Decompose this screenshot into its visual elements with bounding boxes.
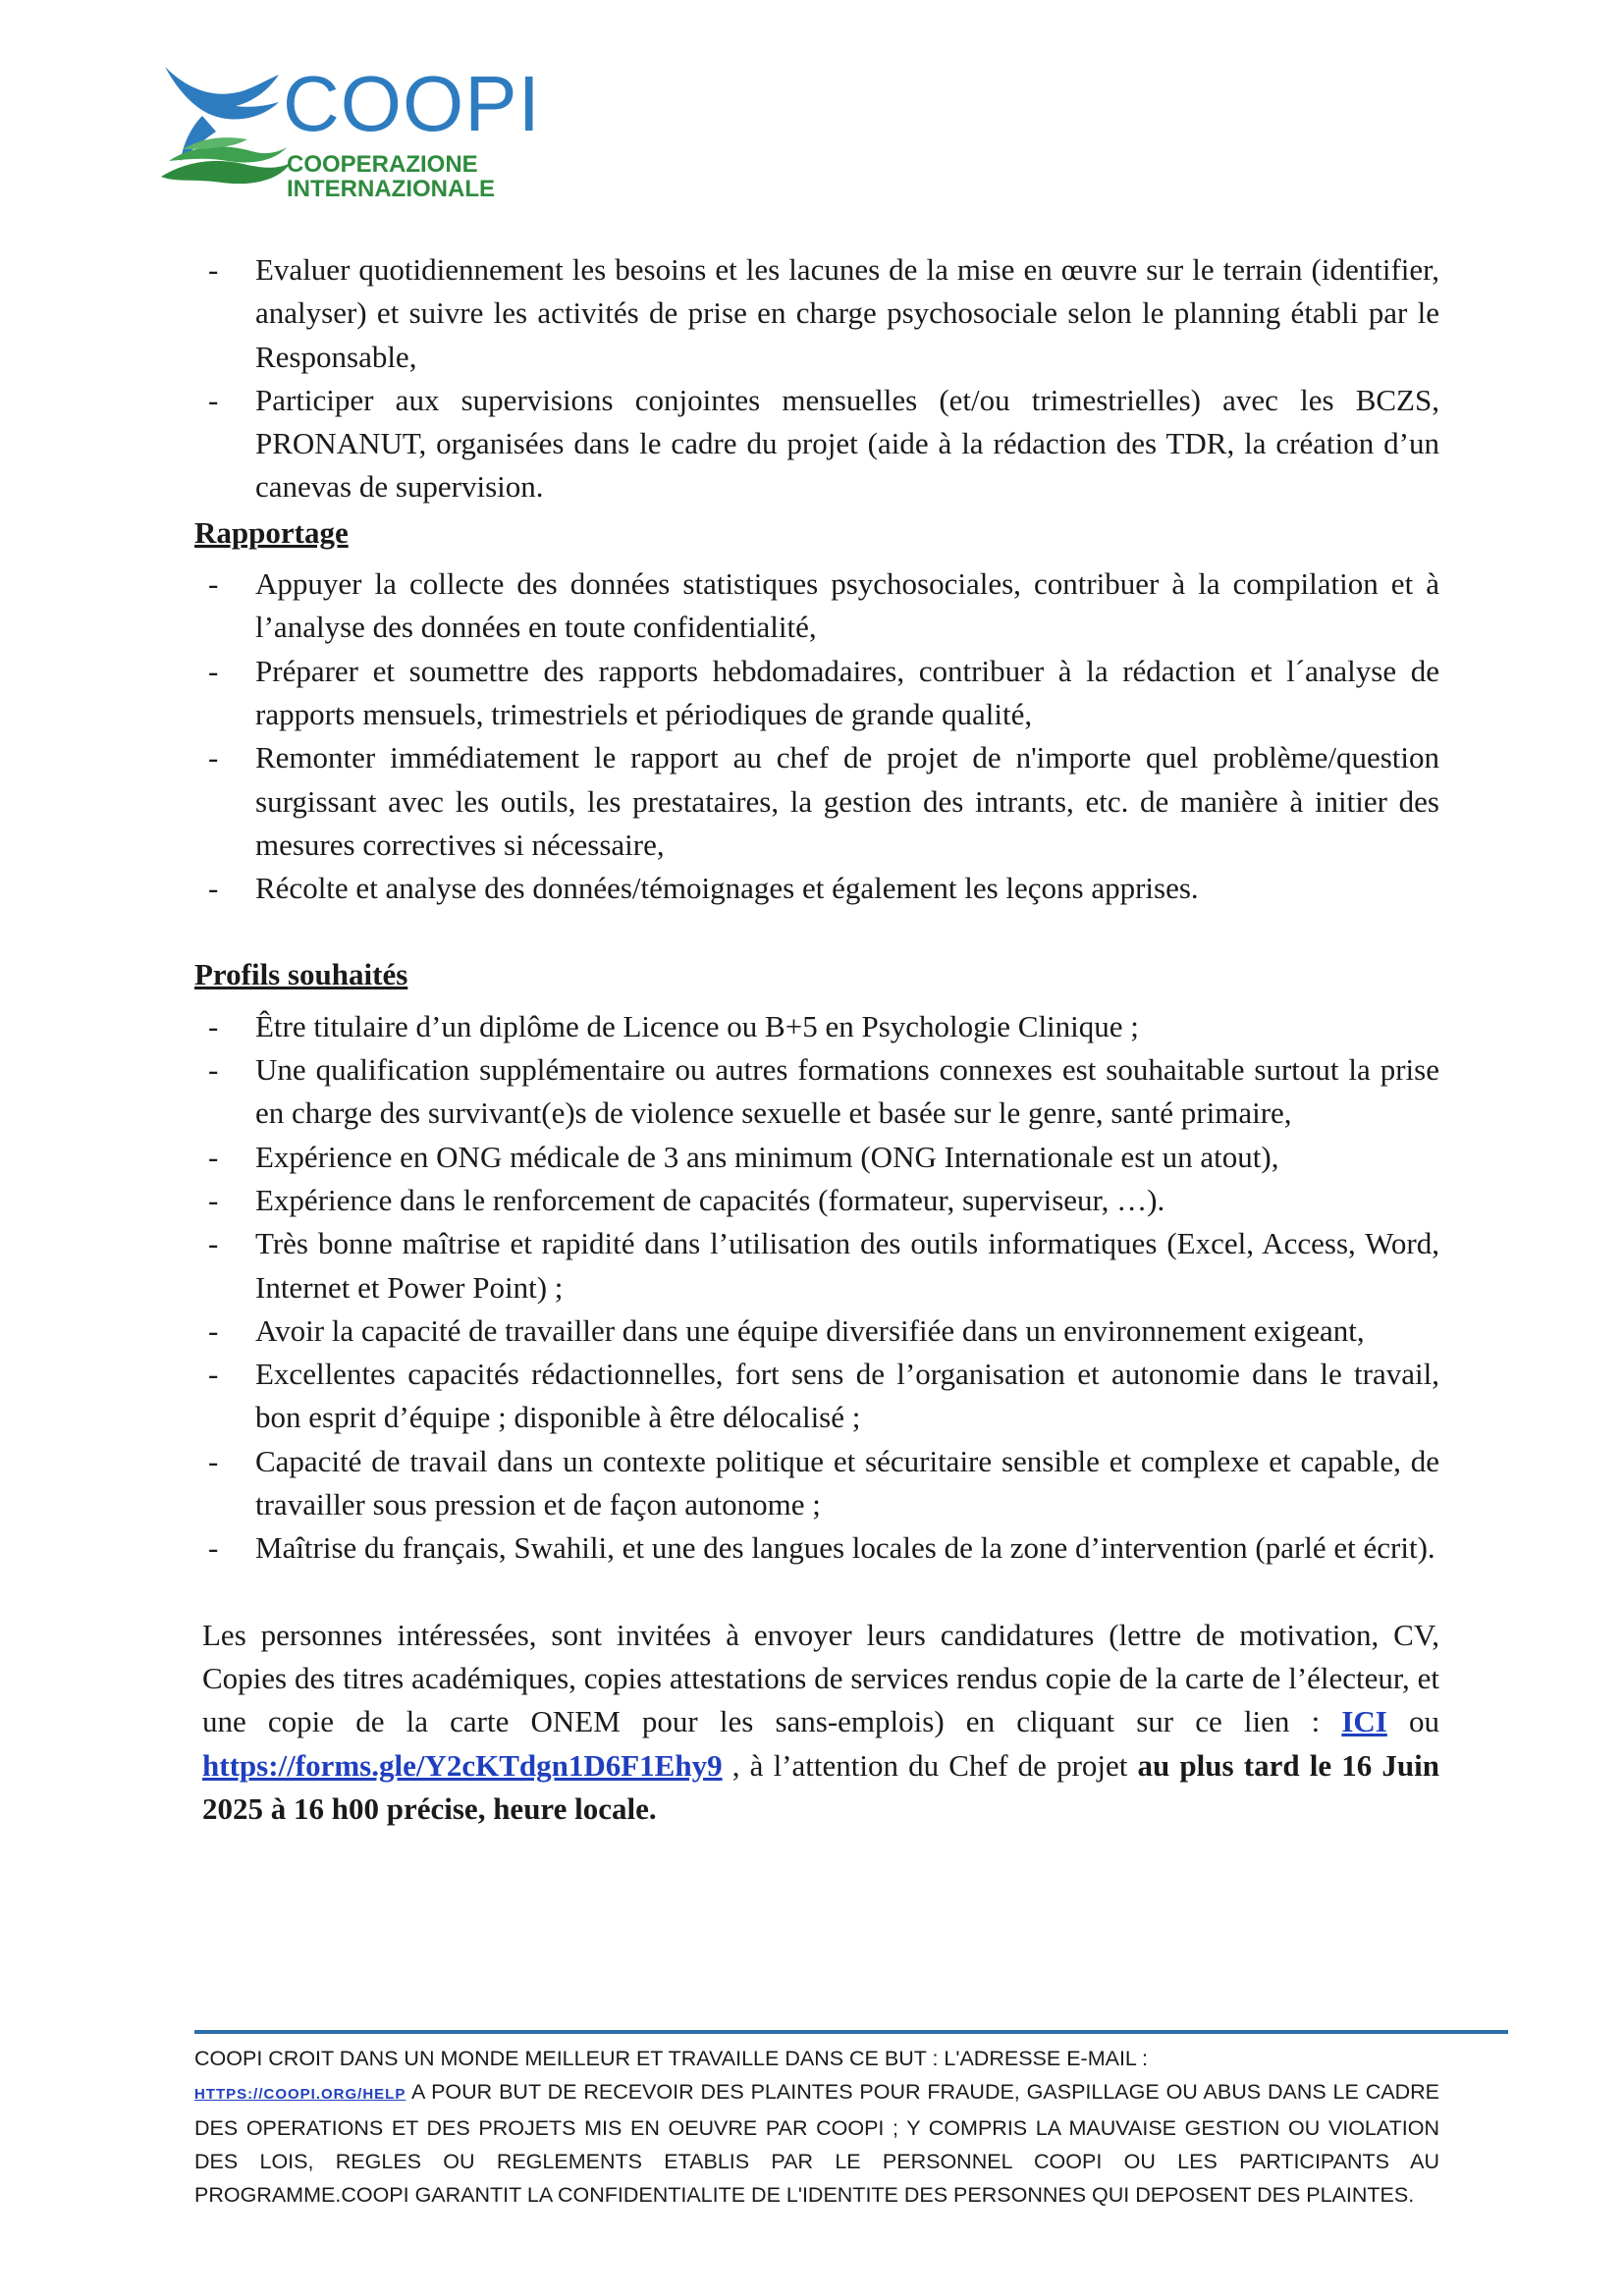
- footer-body: [194, 2075, 1439, 2212]
- deadline-text: au plus tard le 16 Juin 2025 à 16 h00 précise, heure locale.: [202, 1747, 1439, 1826]
- document-body: [194, 248, 1439, 1861]
- section-heading-profils: Profils souhaités: [194, 957, 408, 992]
- help-url-link[interactable]: HTTPS://COOPI.ORG/HELP: [194, 2086, 406, 2103]
- list-item: - Remonter immédiatement le rapport au chef de projet de n'importe quel problème/question surgissant avec les outils, les prestataires, la gestion des intrants, etc. de manière à initier des mesures correctives si nécessaire,: [194, 736, 1439, 867]
- list-item: - Être titulaire d’un diplôme de Licence ou B+5 en Psychologie Clinique ;: [194, 1005, 1439, 1048]
- list-item: - Evaluer quotidiennement les besoins et les lacunes de la mise en œuvre sur le terrain (identifier, analyser) et suivre les activités de prise en charge psychosociale selon le planning établi par le Responsable,: [194, 248, 1439, 379]
- footer-notice: [194, 2042, 1439, 2212]
- list-item: - Participer aux supervisions conjointes mensuelles (et/ou trimestrielles) avec les BCZS, PRONANUT, organisées dans le cadre du projet (aide à la rédaction des TDR, la création d’un canevas de supervision.: [194, 379, 1439, 509]
- footer-line-1: COOPI CROIT DANS UN MONDE MEILLEUR ET TRAVAILLE DANS CE BUT : L'ADRESSE E-MAIL :: [194, 2047, 1149, 2070]
- list-item: - Expérience en ONG médicale de 3 ans minimum (ONG Internationale est un atout),: [194, 1136, 1439, 1179]
- list-item: - Capacité de travail dans un contexte politique et sécuritaire sensible et complexe et capable, de travailler sous pression et de façon autonome ;: [194, 1440, 1439, 1527]
- logo-line-1: COOPERAZIONE: [287, 151, 478, 178]
- logo-wordmark: COOPI: [283, 60, 541, 147]
- application-text-3: , à l’attention du Chef de projet: [722, 1747, 1138, 1783]
- logo-line-2: INTERNAZIONALE: [287, 176, 495, 202]
- application-text-2: ou: [1386, 1704, 1439, 1739]
- footer-text: A POUR BUT DE RECEVOIR DES PLAINTES POUR FRAUDE, GASPILLAGE OU ABUS DANS LE CADRE DES OPERATIONS ET DES PROJETS MIS EN OEUVRE PAR COOPI ; Y COMPRIS LA MAUVAISE GESTION OU VIOLATION DES LOIS, REGLES OU REGLEMENTS ETABLIS PAR LE PERSONNEL COOPI OU LES PARTICIPANTS AU PROGRAMME.COOPI GARANTIT LA CONFIDENTIALITE DE L'IDENTITE DES PERSONNES QUI DEPOSENT DES PLAINTES.: [194, 2080, 1439, 2207]
- coopi-logo: [157, 59, 541, 202]
- list-item: - Une qualification supplémentaire ou autres formations connexes est souhaitable surtout la prise en charge des survivant(e)s de violence sexuelle et basée sur le genre, santé primaire,: [194, 1048, 1439, 1136]
- list-item: - Expérience dans le renforcement de capacités (formateur, superviseur, …).: [194, 1179, 1439, 1222]
- form-link[interactable]: https://forms.gle/Y2cKTdgn1D6F1Ehy9: [202, 1747, 723, 1783]
- profils-list: [194, 1005, 1439, 1571]
- list-item: - Avoir la capacité de travailler dans une équipe diversifiée dans un environnement exigeant,: [194, 1309, 1439, 1353]
- list-item: - Très bonne maîtrise et rapidité dans l’utilisation des outils informatiques (Excel, Access, Word, Internet et Power Point) ;: [194, 1222, 1439, 1309]
- dove-wave-icon: [157, 59, 295, 196]
- application-paragraph: [194, 1614, 1439, 1831]
- list-item: - Préparer et soumettre des rapports hebdomadaires, contribuer à la rédaction et l´analyse de rapports mensuels, trimestriels et périodiques de grande qualité,: [194, 650, 1439, 737]
- rapportage-list: [194, 562, 1439, 910]
- footer-divider: [194, 2030, 1508, 2034]
- application-text-1: Les personnes intéressées, sont invitées à envoyer leurs candidatures (lettre de motivation, CV, Copies des titres académiques, copies attestations de services rendus copie de la carte de l’électeur, et une copie de la carte ONEM pour les sans-emplois) en cliquant sur ce lien :: [202, 1617, 1439, 1739]
- section-heading-rapportage: Rapportage: [194, 514, 349, 550]
- list-item: - Excellentes capacités rédactionnelles, fort sens de l’organisation et autonomie dans le travail, bon esprit d’équipe ; disponible à être délocalisé ;: [194, 1353, 1439, 1440]
- list-item: - Récolte et analyse des données/témoignages et également les leçons apprises.: [194, 867, 1439, 910]
- intro-list: [194, 248, 1439, 509]
- ici-link[interactable]: ICI: [1341, 1704, 1387, 1739]
- list-item: - Appuyer la collecte des données statistiques psychosociales, contribuer à la compilation et à l’analyse des données en toute confidentialité,: [194, 562, 1439, 650]
- list-item: - Maîtrise du français, Swahili, et une des langues locales de la zone d’intervention (parlé et écrit).: [194, 1526, 1439, 1570]
